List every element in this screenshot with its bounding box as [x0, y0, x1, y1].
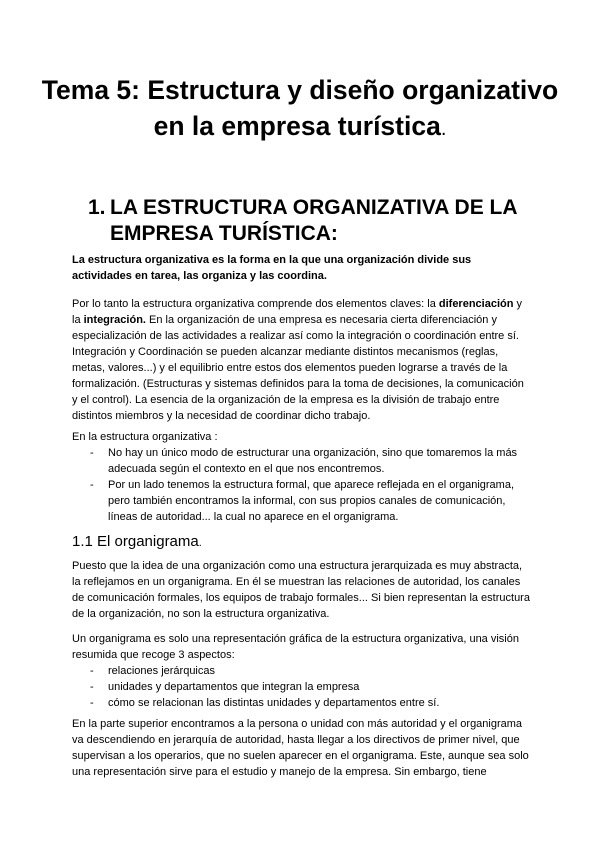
document-title-dot: .: [440, 118, 447, 140]
list-item: [72, 663, 532, 679]
list-item: [72, 695, 532, 711]
list-item-text: Por un lado tenemos la estructura formal, que aparece reflejada en el organigrama, pero también encontramos la informal, con sus propios canales de comunicación, líneas de autoridad... la cual no aparece en el organigrama.: [108, 479, 515, 523]
paragraph-1: [72, 296, 532, 424]
list-1-block: [72, 429, 532, 525]
list-2: [72, 663, 532, 711]
definition-text: La estructura organizativa es la forma en la que una organización divide sus actividades en tarea, las organiza y las coordina.: [72, 254, 472, 282]
list-item: [72, 445, 532, 477]
dash-bullet: -: [90, 681, 94, 693]
list-2-block: [72, 631, 532, 711]
definition-paragraph: [72, 252, 532, 284]
paragraph-1-part-2: y la: [72, 298, 523, 326]
dash-bullet: -: [90, 697, 94, 709]
paragraph-1-bold-integracion: integración.: [83, 314, 146, 326]
paragraph-3: [72, 716, 532, 780]
section-1-1-dot: .: [198, 537, 202, 549]
list-item: [72, 477, 532, 525]
list-1-intro: En la estructura organizativa :: [72, 431, 218, 443]
document-title-text: Tema 5: Estructura y diseño organizativo en la empresa turística: [41, 75, 559, 141]
list-item-text: unidades y departamentos que integran la empresa: [108, 681, 360, 693]
paragraph-2-text: Puesto que la idea de una organización como una estructura jerarquizada es muy abstracta, la reflejamos en un organigrama. En él se muestran las relaciones de autoridad, los canales de comunicación formales, los equipos de trabajo formales... Si bien representan la estructura de la organización, no son la estructura organizativa.: [72, 560, 530, 620]
document-title: [40, 72, 560, 147]
paragraph-2: [72, 558, 532, 622]
section-1-number: 1.: [88, 196, 106, 219]
paragraph-1-bold-diferenciacion: diferenciación: [438, 298, 514, 310]
section-1-title: LA ESTRUCTURA ORGANIZATIVA DE LA EMPRESA TURÍSTICA:: [110, 196, 517, 245]
list-item-text: cómo se relacionan las distintas unidades y departamentos entre sí.: [108, 697, 440, 709]
paragraph-3-text: En la parte superior encontramos a la persona o unidad con más autoridad y el organigrama va descendiendo en jerarquía de autoridad, hasta llegar a los directivos de primer nivel, que supervisan a los operarios, que no suelen aparecer en el organigrama. Este, aunque sea solo una representación sirve para el estudio y manejo de la empresa. Sin embargo, tiene: [72, 718, 529, 778]
dash-bullet: -: [90, 665, 94, 677]
list-item-text: No hay un único modo de estructurar una organización, sino que tomaremos la más adecuada según el contexto en el que nos encontremos.: [108, 447, 518, 475]
list-item-text: relaciones jerárquicas: [108, 665, 215, 677]
section-1-1-heading: [72, 532, 532, 553]
section-1-1-title: 1.1 El organigrama: [72, 533, 199, 550]
dash-bullet: -: [90, 447, 94, 459]
list-2-intro: Un organigrama es solo una representación gráfica de la estructura organizativa, una visión resumida que recoge 3 aspectos:: [72, 633, 519, 661]
dash-bullet: -: [90, 479, 94, 491]
paragraph-1-part-3: En la organización de una empresa es necesaria cierta diferenciación y especialización de las actividades a realizar así como la integración o coordinación entre sí. Integración y Coordinación se pueden alcanzar mediante distintos mecanismos (reglas, metas, valores...) y el equilibrio entre estos dos elementos pueden lograrse a través de la formalización. (Estructuras y sistemas definidos para la toma de decisiones, la comunicación y el control). La esencia de la organización de la empresa es la división de trabajo entre distintos miembros y la necesidad de coordinar dicho trabajo.: [72, 314, 524, 422]
list-1: [72, 445, 532, 525]
list-item: [72, 679, 532, 695]
paragraph-1-part-1: Por lo tanto la estructura organizativa comprende dos elementos claves: la: [72, 298, 439, 310]
